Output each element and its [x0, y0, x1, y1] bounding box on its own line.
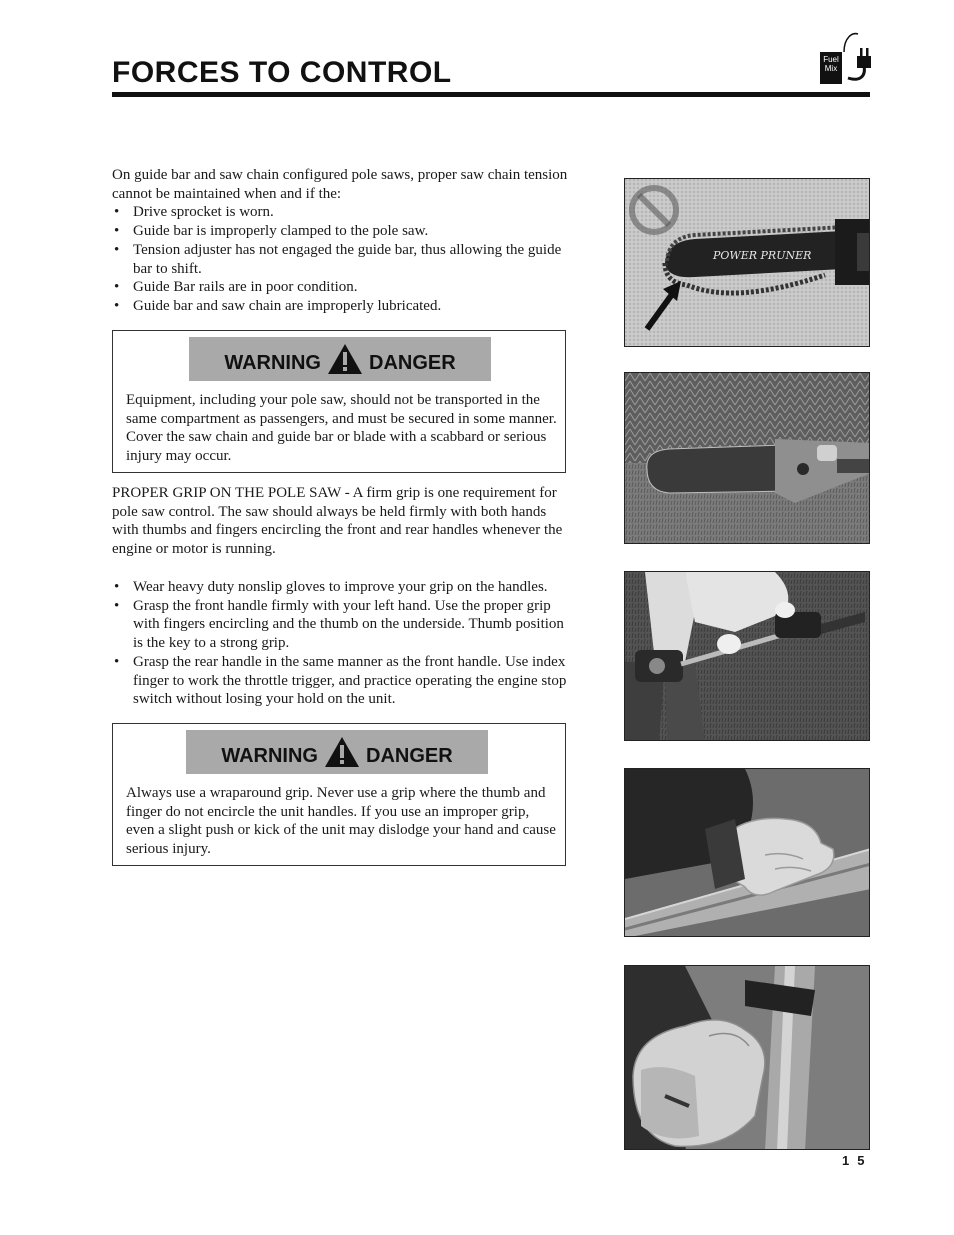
bar-brand-text: POWER PRUNER	[713, 249, 812, 262]
page-number: 15	[842, 1153, 873, 1168]
warning-box-grip	[112, 723, 566, 866]
warning-triangle-icon	[324, 736, 360, 768]
warning-banner	[189, 337, 491, 381]
list-item: • Tension adjuster has not engaged the guide bar, thus allowing the guide bar to shift.	[112, 241, 572, 278]
warning-banner	[186, 730, 488, 774]
grip-bullet-list	[112, 578, 572, 709]
warning-text: Equipment, including your pole saw, should not be transported in the same compartment as passengers, and must be secured in some manner. Cover the saw chain and guide bar or blade with a scabbard or serious injury may occur.	[126, 392, 557, 465]
page-title: FORCES TO CONTROL	[112, 56, 452, 89]
list-item: • Guide Bar rails are in poor condition.	[112, 278, 572, 297]
warning-text: Always use a wraparound grip. Never use a grip where the thumb and finger do not encircle the unit handles. If you use an improper grip, even a slight push or kick of the unit may dislodge your hand and cause serious injury.	[126, 785, 556, 858]
intro-text: On guide bar and saw chain configured pole saws, proper saw chain tension cannot be maintained when and if the:	[112, 167, 568, 202]
fuel-mix-icon	[818, 30, 872, 86]
list-item: • Guide bar and saw chain are improperly lubricated.	[112, 297, 572, 316]
grip-section	[112, 578, 572, 709]
grip-paragraph: PROPER GRIP ON THE POLE SAW - A firm grip is one requirement for pole saw control. The saw should always be held firmly with both hands with thumbs and fingers encircling the front and rear handles whenever the engine or motor is running.	[112, 485, 563, 558]
list-item: • Drive sprocket is worn.	[112, 203, 572, 222]
photo-rear-handle-grip	[624, 965, 870, 1150]
list-item: • Wear heavy duty nonslip gloves to improve your grip on the handles.	[112, 578, 572, 597]
title-rule	[112, 92, 870, 97]
warning-label: WARNING	[221, 744, 318, 767]
photo-scabbard	[624, 372, 870, 544]
fuel-mix-can-icon: Fuel Mix	[820, 52, 842, 84]
intro-section	[112, 166, 572, 316]
intro-bullet-list	[112, 203, 572, 315]
list-item: • Grasp the front handle firmly with your left hand. Use the proper grip with fingers encircling and the thumb on the underside. Thumb position is the key to a strong grip.	[112, 597, 572, 653]
warning-box-transport	[112, 330, 566, 473]
photo-loose-chain	[624, 178, 870, 347]
danger-label: DANGER	[369, 351, 456, 374]
warning-triangle-icon	[327, 343, 363, 375]
danger-label: DANGER	[366, 744, 453, 767]
photo-operator-grip	[624, 571, 870, 741]
photo-front-handle-grip	[624, 768, 870, 937]
list-item: • Guide bar is improperly clamped to the pole saw.	[112, 222, 572, 241]
electric-plug-icon	[838, 30, 872, 86]
list-item: • Grasp the rear handle in the same manner as the front handle. Use index finger to work the throttle trigger, and practice operating the engine stop switch without losing your hold on the unit.	[112, 653, 572, 709]
warning-label: WARNING	[224, 351, 321, 374]
